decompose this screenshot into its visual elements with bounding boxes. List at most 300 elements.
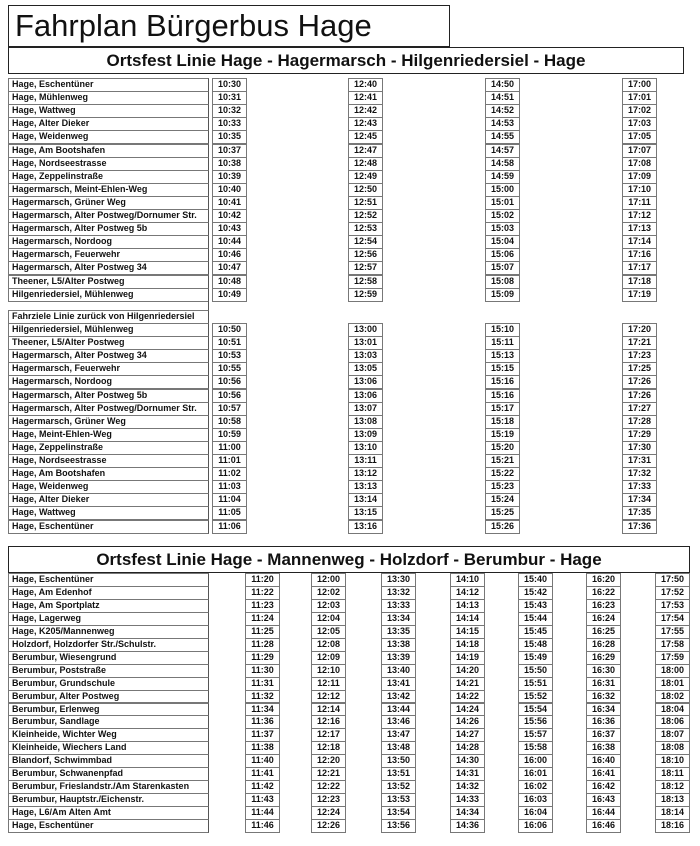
departure-time: 15:43 <box>518 599 553 613</box>
departure-time: 14:31 <box>450 767 485 781</box>
departure-time: 14:13 <box>450 599 485 613</box>
departure-time: 11:20 <box>245 573 280 587</box>
departure-time: 18:04 <box>655 703 690 717</box>
stop-name: Hage, Nordseestrasse <box>8 157 209 171</box>
stop-name: Hage, Eschentüner <box>8 78 209 92</box>
departure-time: 11:04 <box>212 493 247 507</box>
departure-time: 17:02 <box>622 104 657 118</box>
stop-name: Hage, Am Bootshafen <box>8 467 209 481</box>
departure-time: 15:54 <box>518 703 553 717</box>
departure-time: 16:04 <box>518 806 553 820</box>
departure-time: 12:54 <box>348 235 383 249</box>
departure-time: 17:32 <box>622 467 657 481</box>
departure-time: 12:45 <box>348 130 383 144</box>
departure-time: 17:31 <box>622 454 657 468</box>
departure-time: 13:16 <box>348 520 383 534</box>
stop-name: Theener, L5/Alter Postweg <box>8 336 209 350</box>
departure-time: 17:03 <box>622 117 657 131</box>
stop-name: Hage, Wattweg <box>8 506 209 520</box>
departure-time: 15:17 <box>485 402 520 416</box>
departure-time: 13:13 <box>348 480 383 494</box>
departure-time: 11:31 <box>245 677 280 691</box>
departure-time: 18:00 <box>655 664 690 678</box>
departure-time: 11:02 <box>212 467 247 481</box>
stop-name: Hage, Mühlenweg <box>8 91 209 105</box>
stop-name: Hage, Meint-Ehlen-Weg <box>8 428 209 442</box>
departure-time: 13:09 <box>348 428 383 442</box>
departure-time: 12:12 <box>311 690 346 704</box>
departure-time: 15:19 <box>485 428 520 442</box>
departure-time: 18:07 <box>655 728 690 742</box>
departure-time: 17:25 <box>622 362 657 376</box>
departure-time: 12:17 <box>311 728 346 742</box>
departure-time: 16:01 <box>518 767 553 781</box>
departure-time: 13:14 <box>348 493 383 507</box>
departure-time: 15:13 <box>485 349 520 363</box>
departure-time: 17:26 <box>622 375 657 389</box>
departure-time: 10:58 <box>212 415 247 429</box>
departure-time: 14:14 <box>450 612 485 626</box>
departure-time: 16:30 <box>586 664 621 678</box>
departure-time: 13:12 <box>348 467 383 481</box>
departure-time: 15:40 <box>518 573 553 587</box>
departure-time: 15:06 <box>485 248 520 262</box>
departure-time: 11:44 <box>245 806 280 820</box>
route-1-heading: Ortsfest Linie Hage - Hagermarsch - Hilgenriedersiel - Hage <box>8 47 684 74</box>
departure-time: 13:48 <box>381 741 416 755</box>
departure-time: 10:43 <box>212 222 247 236</box>
departure-time: 17:50 <box>655 573 690 587</box>
departure-time: 15:58 <box>518 741 553 755</box>
departure-time: 11:23 <box>245 599 280 613</box>
departure-time: 13:06 <box>348 375 383 389</box>
departure-time: 13:38 <box>381 638 416 652</box>
departure-time: 17:27 <box>622 402 657 416</box>
departure-time: 14:58 <box>485 157 520 171</box>
departure-time: 17:55 <box>655 625 690 639</box>
departure-time: 16:41 <box>586 767 621 781</box>
departure-time: 11:01 <box>212 454 247 468</box>
departure-time: 10:56 <box>212 389 247 403</box>
stop-name: Berumbur, Schwanenpfad <box>8 767 209 781</box>
stop-name: Berumbur, Poststraße <box>8 664 209 678</box>
departure-time: 12:05 <box>311 625 346 639</box>
departure-time: 14:27 <box>450 728 485 742</box>
departure-time: 15:57 <box>518 728 553 742</box>
stop-name: Hilgenriedersiel, Mühlenweg <box>8 288 209 302</box>
page-title: Fahrplan Bürgerbus Hage <box>8 5 450 47</box>
departure-time: 12:49 <box>348 170 383 184</box>
departure-time: 13:07 <box>348 402 383 416</box>
departure-time: 13:34 <box>381 612 416 626</box>
stop-name: Hagermarsch, Alter Postweg 5b <box>8 389 209 403</box>
departure-time: 15:01 <box>485 196 520 210</box>
stop-name: Hagermarsch, Nordoog <box>8 375 209 389</box>
departure-time: 16:42 <box>586 780 621 794</box>
departure-time: 12:14 <box>311 703 346 717</box>
departure-time: 15:11 <box>485 336 520 350</box>
departure-time: 14:51 <box>485 91 520 105</box>
departure-time: 12:11 <box>311 677 346 691</box>
departure-time: 13:00 <box>348 323 383 337</box>
departure-time: 11:29 <box>245 651 280 665</box>
departure-time: 15:21 <box>485 454 520 468</box>
departure-time: 14:30 <box>450 754 485 768</box>
stop-name: Hagermarsch, Alter Postweg 5b <box>8 222 209 236</box>
departure-time: 17:08 <box>622 157 657 171</box>
stop-name: Hagermarsch, Alter Postweg/Dornumer Str. <box>8 402 209 416</box>
departure-time: 14:53 <box>485 117 520 131</box>
stop-name: Hage, Am Bootshafen <box>8 144 209 158</box>
departure-time: 12:56 <box>348 248 383 262</box>
departure-time: 18:02 <box>655 690 690 704</box>
stop-name: Berumbur, Sandlage <box>8 715 209 729</box>
stop-name: Hage, Alter Dieker <box>8 117 209 131</box>
departure-time: 13:47 <box>381 728 416 742</box>
departure-time: 14:22 <box>450 690 485 704</box>
departure-time: 12:59 <box>348 288 383 302</box>
departure-time: 17:14 <box>622 235 657 249</box>
departure-time: 15:26 <box>485 520 520 534</box>
stop-name: Hagermarsch, Alter Postweg/Dornumer Str. <box>8 209 209 223</box>
departure-time: 14:32 <box>450 780 485 794</box>
stop-name: Hage, Eschentüner <box>8 573 209 587</box>
stop-name: Hagermarsch, Grüner Weg <box>8 415 209 429</box>
departure-time: 18:06 <box>655 715 690 729</box>
departure-time: 18:16 <box>655 819 690 833</box>
stop-name: Theener, L5/Alter Postweg <box>8 275 209 289</box>
departure-time: 17:16 <box>622 248 657 262</box>
departure-time: 11:28 <box>245 638 280 652</box>
stop-name: Hage, Zeppelinstraße <box>8 170 209 184</box>
departure-time: 17:13 <box>622 222 657 236</box>
departure-time: 18:08 <box>655 741 690 755</box>
departure-time: 16:36 <box>586 715 621 729</box>
departure-time: 11:41 <box>245 767 280 781</box>
departure-time: 15:08 <box>485 275 520 289</box>
departure-time: 14:52 <box>485 104 520 118</box>
departure-time: 13:10 <box>348 441 383 455</box>
departure-time: 13:05 <box>348 362 383 376</box>
departure-time: 14:21 <box>450 677 485 691</box>
stop-name: Hagermarsch, Meint-Ehlen-Weg <box>8 183 209 197</box>
stop-name: Kleinheide, Wichter Weg <box>8 728 209 742</box>
departure-time: 12:22 <box>311 780 346 794</box>
departure-time: 16:37 <box>586 728 621 742</box>
departure-time: 10:49 <box>212 288 247 302</box>
departure-time: 15:56 <box>518 715 553 729</box>
departure-time: 17:54 <box>655 612 690 626</box>
departure-time: 10:57 <box>212 402 247 416</box>
departure-time: 16:22 <box>586 586 621 600</box>
departure-time: 14:34 <box>450 806 485 820</box>
departure-time: 17:58 <box>655 638 690 652</box>
departure-time: 10:37 <box>212 144 247 158</box>
departure-time: 17:05 <box>622 130 657 144</box>
departure-time: 12:48 <box>348 157 383 171</box>
departure-time: 12:26 <box>311 819 346 833</box>
departure-time: 13:46 <box>381 715 416 729</box>
departure-time: 13:32 <box>381 586 416 600</box>
departure-time: 13:50 <box>381 754 416 768</box>
departure-time: 13:01 <box>348 336 383 350</box>
departure-time: 13:42 <box>381 690 416 704</box>
departure-time: 14:55 <box>485 130 520 144</box>
stop-name: Hilgenriedersiel, Mühlenweg <box>8 323 209 337</box>
departure-time: 15:51 <box>518 677 553 691</box>
stop-name: Blandorf, Schwimmbad <box>8 754 209 768</box>
departure-time: 17:00 <box>622 78 657 92</box>
departure-time: 15:09 <box>485 288 520 302</box>
departure-time: 16:32 <box>586 690 621 704</box>
departure-time: 13:41 <box>381 677 416 691</box>
departure-time: 11:06 <box>212 520 247 534</box>
divider <box>208 300 209 310</box>
departure-time: 11:46 <box>245 819 280 833</box>
departure-time: 13:56 <box>381 819 416 833</box>
stop-name: Hagermarsch, Alter Postweg 34 <box>8 261 209 275</box>
departure-time: 17:29 <box>622 428 657 442</box>
departure-time: 13:53 <box>381 793 416 807</box>
departure-time: 15:49 <box>518 651 553 665</box>
departure-time: 10:30 <box>212 78 247 92</box>
departure-time: 10:39 <box>212 170 247 184</box>
departure-time: 15:50 <box>518 664 553 678</box>
departure-time: 10:56 <box>212 375 247 389</box>
departure-time: 10:48 <box>212 275 247 289</box>
departure-time: 15:16 <box>485 375 520 389</box>
departure-time: 16:34 <box>586 703 621 717</box>
departure-time: 11:30 <box>245 664 280 678</box>
departure-time: 17:28 <box>622 415 657 429</box>
departure-time: 17:26 <box>622 389 657 403</box>
departure-time: 11:32 <box>245 690 280 704</box>
departure-time: 17:30 <box>622 441 657 455</box>
departure-time: 13:33 <box>381 599 416 613</box>
departure-time: 16:24 <box>586 612 621 626</box>
stop-name: Hage, Eschentüner <box>8 819 209 833</box>
stop-name: Hage, Nordseestrasse <box>8 454 209 468</box>
departure-time: 11:05 <box>212 506 247 520</box>
departure-time: 12:52 <box>348 209 383 223</box>
departure-time: 12:03 <box>311 599 346 613</box>
departure-time: 16:25 <box>586 625 621 639</box>
departure-time: 17:34 <box>622 493 657 507</box>
departure-time: 15:02 <box>485 209 520 223</box>
departure-time: 12:47 <box>348 144 383 158</box>
departure-time: 15:24 <box>485 493 520 507</box>
departure-time: 14:19 <box>450 651 485 665</box>
departure-time: 18:13 <box>655 793 690 807</box>
departure-time: 17:59 <box>655 651 690 665</box>
departure-time: 14:36 <box>450 819 485 833</box>
departure-time: 17:11 <box>622 196 657 210</box>
departure-time: 13:40 <box>381 664 416 678</box>
departure-time: 15:48 <box>518 638 553 652</box>
departure-time: 12:09 <box>311 651 346 665</box>
departure-time: 11:40 <box>245 754 280 768</box>
departure-time: 12:53 <box>348 222 383 236</box>
departure-time: 17:19 <box>622 288 657 302</box>
departure-time: 14:12 <box>450 586 485 600</box>
departure-time: 16:38 <box>586 741 621 755</box>
departure-time: 15:15 <box>485 362 520 376</box>
departure-time: 14:26 <box>450 715 485 729</box>
departure-time: 10:40 <box>212 183 247 197</box>
stop-name: Berumbur, Grundschule <box>8 677 209 691</box>
departure-time: 12:57 <box>348 261 383 275</box>
departure-time: 12:51 <box>348 196 383 210</box>
stop-name: Hage, Lagerweg <box>8 612 209 626</box>
stop-name: Hage, Alter Dieker <box>8 493 209 507</box>
departure-time: 13:15 <box>348 506 383 520</box>
departure-time: 12:42 <box>348 104 383 118</box>
departure-time: 11:22 <box>245 586 280 600</box>
departure-time: 16:40 <box>586 754 621 768</box>
departure-time: 16:29 <box>586 651 621 665</box>
departure-time: 10:41 <box>212 196 247 210</box>
departure-time: 12:18 <box>311 741 346 755</box>
departure-time: 17:01 <box>622 91 657 105</box>
stop-name: Hagermarsch, Grüner Weg <box>8 196 209 210</box>
departure-time: 11:43 <box>245 793 280 807</box>
departure-time: 15:07 <box>485 261 520 275</box>
departure-time: 14:18 <box>450 638 485 652</box>
departure-time: 17:21 <box>622 336 657 350</box>
departure-time: 18:10 <box>655 754 690 768</box>
departure-time: 14:28 <box>450 741 485 755</box>
departure-time: 11:38 <box>245 741 280 755</box>
departure-time: 11:00 <box>212 441 247 455</box>
departure-time: 16:31 <box>586 677 621 691</box>
departure-time: 15:45 <box>518 625 553 639</box>
stop-name: Hagermarsch, Feuerwehr <box>8 362 209 376</box>
departure-time: 13:30 <box>381 573 416 587</box>
departure-time: 10:33 <box>212 117 247 131</box>
departure-time: 15:25 <box>485 506 520 520</box>
departure-time: 11:25 <box>245 625 280 639</box>
departure-time: 12:43 <box>348 117 383 131</box>
departure-time: 14:57 <box>485 144 520 158</box>
departure-time: 15:00 <box>485 183 520 197</box>
departure-time: 14:59 <box>485 170 520 184</box>
route-2-heading: Ortsfest Linie Hage - Mannenweg - Holzdorf - Berumbur - Hage <box>8 546 690 573</box>
departure-time: 14:15 <box>450 625 485 639</box>
departure-time: 17:23 <box>622 349 657 363</box>
departure-time: 12:10 <box>311 664 346 678</box>
departure-time: 13:35 <box>381 625 416 639</box>
departure-time: 10:35 <box>212 130 247 144</box>
departure-time: 17:33 <box>622 480 657 494</box>
stop-name: Hage, Eschentüner <box>8 520 209 534</box>
departure-time: 10:32 <box>212 104 247 118</box>
departure-time: 12:20 <box>311 754 346 768</box>
departure-time: 12:50 <box>348 183 383 197</box>
departure-time: 14:33 <box>450 793 485 807</box>
departure-time: 17:07 <box>622 144 657 158</box>
departure-time: 16:02 <box>518 780 553 794</box>
departure-time: 15:42 <box>518 586 553 600</box>
departure-time: 16:46 <box>586 819 621 833</box>
departure-time: 11:34 <box>245 703 280 717</box>
departure-time: 12:58 <box>348 275 383 289</box>
stop-name: Hage, L6/Am Alten Amt <box>8 806 209 820</box>
departure-time: 10:46 <box>212 248 247 262</box>
departure-time: 11:37 <box>245 728 280 742</box>
departure-time: 15:16 <box>485 389 520 403</box>
departure-time: 12:08 <box>311 638 346 652</box>
departure-time: 15:03 <box>485 222 520 236</box>
stop-name: Kleinheide, Wiechers Land <box>8 741 209 755</box>
departure-time: 13:44 <box>381 703 416 717</box>
departure-time: 13:51 <box>381 767 416 781</box>
departure-time: 12:00 <box>311 573 346 587</box>
departure-time: 10:47 <box>212 261 247 275</box>
departure-time: 12:02 <box>311 586 346 600</box>
departure-time: 18:12 <box>655 780 690 794</box>
departure-time: 16:44 <box>586 806 621 820</box>
departure-time: 15:04 <box>485 235 520 249</box>
departure-time: 17:18 <box>622 275 657 289</box>
departure-time: 15:23 <box>485 480 520 494</box>
departure-time: 12:04 <box>311 612 346 626</box>
departure-time: 16:20 <box>586 573 621 587</box>
departure-time: 10:59 <box>212 428 247 442</box>
departure-time: 17:52 <box>655 586 690 600</box>
stop-name: Berumbur, Hauptstr./Eichenstr. <box>8 793 209 807</box>
departure-time: 10:50 <box>212 323 247 337</box>
stop-name: Hage, Zeppelinstraße <box>8 441 209 455</box>
departure-time: 17:20 <box>622 323 657 337</box>
departure-time: 15:10 <box>485 323 520 337</box>
departure-time: 10:55 <box>212 362 247 376</box>
stop-name: Holzdorf, Holzdorfer Str./Schulstr. <box>8 638 209 652</box>
stop-name: Hagermarsch, Alter Postweg 34 <box>8 349 209 363</box>
stop-name: Berumbur, Wiesengrund <box>8 651 209 665</box>
departure-time: 13:11 <box>348 454 383 468</box>
departure-time: 11:42 <box>245 780 280 794</box>
stop-name: Hagermarsch, Feuerwehr <box>8 248 209 262</box>
departure-time: 13:52 <box>381 780 416 794</box>
stop-name: Hagermarsch, Nordoog <box>8 235 209 249</box>
departure-time: 11:24 <box>245 612 280 626</box>
departure-time: 15:52 <box>518 690 553 704</box>
departure-time: 17:35 <box>622 506 657 520</box>
return-heading: Fahrziele Linie zurück von Hilgenriedersiel <box>8 310 209 324</box>
departure-time: 18:11 <box>655 767 690 781</box>
departure-time: 12:41 <box>348 91 383 105</box>
departure-time: 13:03 <box>348 349 383 363</box>
departure-time: 18:01 <box>655 677 690 691</box>
stop-name: Hage, Wattweg <box>8 104 209 118</box>
departure-time: 10:38 <box>212 157 247 171</box>
departure-time: 13:54 <box>381 806 416 820</box>
departure-time: 15:20 <box>485 441 520 455</box>
departure-time: 15:44 <box>518 612 553 626</box>
departure-time: 12:24 <box>311 806 346 820</box>
departure-time: 10:44 <box>212 235 247 249</box>
departure-time: 14:20 <box>450 664 485 678</box>
departure-time: 16:23 <box>586 599 621 613</box>
departure-time: 17:12 <box>622 209 657 223</box>
departure-time: 11:03 <box>212 480 247 494</box>
departure-time: 17:36 <box>622 520 657 534</box>
departure-time: 12:40 <box>348 78 383 92</box>
departure-time: 18:14 <box>655 806 690 820</box>
departure-time: 12:23 <box>311 793 346 807</box>
departure-time: 11:36 <box>245 715 280 729</box>
stop-name: Hage, Am Sportplatz <box>8 599 209 613</box>
